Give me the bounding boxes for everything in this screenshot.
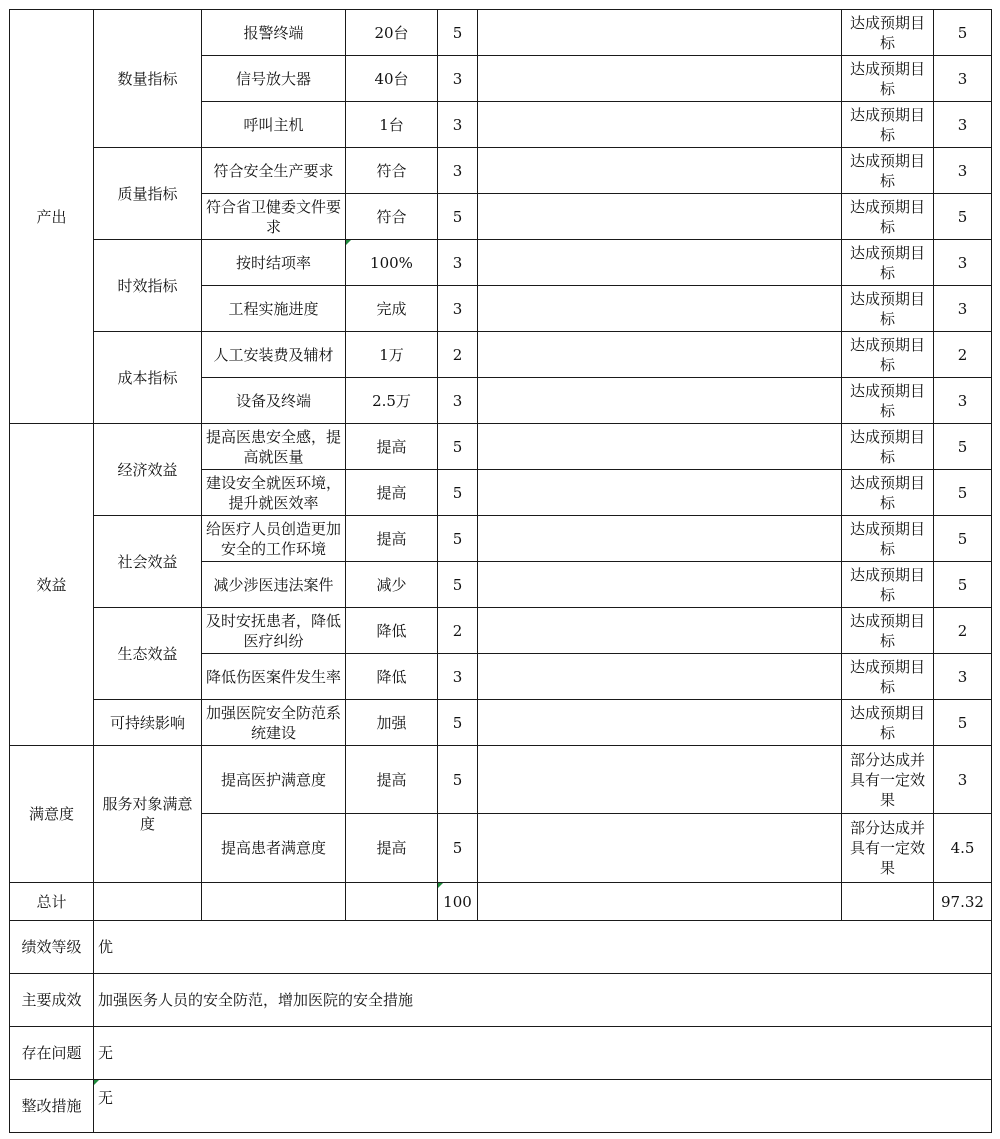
score-cell: 3: [934, 286, 992, 332]
score-cell: 5: [934, 516, 992, 562]
weight-cell: 3: [438, 654, 478, 700]
summary-value: 无: [94, 1027, 992, 1080]
summary-label: 主要成效: [10, 974, 94, 1027]
weight-cell: 5: [438, 10, 478, 56]
target-cell: 1台: [346, 102, 438, 148]
score-cell: 3: [934, 378, 992, 424]
target-cell: 20台: [346, 10, 438, 56]
indicator-cell: 加强医院安全防范系统建设: [202, 700, 346, 746]
status-cell: 达成预期目标: [842, 10, 934, 56]
score-cell: 3: [934, 654, 992, 700]
weight-cell: 3: [438, 240, 478, 286]
indicator-cell: 人工安装费及辅材: [202, 332, 346, 378]
table-row: [10, 746, 992, 814]
empty-cell: [202, 883, 346, 921]
table-row: [10, 10, 992, 56]
remark-cell: [478, 148, 842, 194]
target-cell: 加强: [346, 700, 438, 746]
score-cell: 5: [934, 562, 992, 608]
status-cell: 部分达成并具有一定效果: [842, 814, 934, 883]
total-score: 97.32: [934, 883, 992, 921]
subcategory-cell: 社会效益: [94, 516, 202, 608]
score-cell: 3: [934, 240, 992, 286]
target-cell: 提高: [346, 470, 438, 516]
status-cell: 达成预期目标: [842, 470, 934, 516]
score-cell: 5: [934, 10, 992, 56]
empty-cell: [94, 883, 202, 921]
status-cell: 达成预期目标: [842, 700, 934, 746]
remark-cell: [478, 516, 842, 562]
summary-row: [10, 1080, 992, 1133]
total-row: [10, 883, 992, 921]
remark-cell: [478, 700, 842, 746]
status-cell: 达成预期目标: [842, 148, 934, 194]
table-row: [10, 332, 992, 378]
score-cell: 3: [934, 56, 992, 102]
table-row: [10, 516, 992, 562]
summary-value: 优: [94, 921, 992, 974]
target-cell: 提高: [346, 424, 438, 470]
target-cell: 减少: [346, 562, 438, 608]
score-cell: 2: [934, 332, 992, 378]
empty-cell: [346, 883, 438, 921]
summary-row: [10, 921, 992, 974]
status-cell: 达成预期目标: [842, 286, 934, 332]
total-label: 总计: [10, 883, 94, 921]
score-cell: 2: [934, 608, 992, 654]
category-cell: 效益: [10, 424, 94, 746]
weight-cell: 5: [438, 194, 478, 240]
category-cell: 产出: [10, 10, 94, 424]
indicator-cell: 信号放大器: [202, 56, 346, 102]
table-row: [10, 608, 992, 654]
remark-cell: [478, 746, 842, 814]
weight-cell: 5: [438, 516, 478, 562]
category-cell: 满意度: [10, 746, 94, 883]
status-cell: 达成预期目标: [842, 194, 934, 240]
indicator-cell: 符合安全生产要求: [202, 148, 346, 194]
summary-value: 加强医务人员的安全防范，增加医院的安全措施: [94, 974, 992, 1027]
summary-label: 绩效等级: [10, 921, 94, 974]
remark-cell: [478, 470, 842, 516]
score-cell: 3: [934, 102, 992, 148]
weight-cell: 2: [438, 608, 478, 654]
table-row: [10, 148, 992, 194]
status-cell: 达成预期目标: [842, 654, 934, 700]
weight-cell: 3: [438, 378, 478, 424]
target-cell: 提高: [346, 516, 438, 562]
summary-row: [10, 1027, 992, 1080]
indicator-cell: 符合省卫健委文件要求: [202, 194, 346, 240]
score-cell: 5: [934, 424, 992, 470]
remark-cell: [478, 654, 842, 700]
indicator-cell: 设备及终端: [202, 378, 346, 424]
indicator-cell: 提高医患安全感，提高就医量: [202, 424, 346, 470]
status-cell: 达成预期目标: [842, 424, 934, 470]
target-cell: 1万: [346, 332, 438, 378]
target-cell: 符合: [346, 194, 438, 240]
remark-cell: [478, 562, 842, 608]
weight-cell: 2: [438, 332, 478, 378]
weight-cell: 3: [438, 148, 478, 194]
remark-cell: [478, 194, 842, 240]
indicator-cell: 给医疗人员创造更加安全的工作环境: [202, 516, 346, 562]
target-cell: 完成: [346, 286, 438, 332]
indicator-cell: 建设安全就医环境，提升就医效率: [202, 470, 346, 516]
score-cell: 3: [934, 746, 992, 814]
status-cell: 达成预期目标: [842, 240, 934, 286]
subcategory-cell: 经济效益: [94, 424, 202, 516]
weight-cell: 3: [438, 102, 478, 148]
target-cell: 降低: [346, 654, 438, 700]
target-cell: 2.5万: [346, 378, 438, 424]
remark-cell: [478, 378, 842, 424]
subcategory-cell: 数量指标: [94, 10, 202, 148]
status-cell: 达成预期目标: [842, 608, 934, 654]
summary-value: 无: [94, 1080, 992, 1133]
subcategory-cell: 时效指标: [94, 240, 202, 332]
table-row: [10, 700, 992, 746]
target-cell: 提高: [346, 814, 438, 883]
indicator-cell: 提高医护满意度: [202, 746, 346, 814]
subcategory-cell: 生态效益: [94, 608, 202, 700]
status-cell: 达成预期目标: [842, 102, 934, 148]
target-cell: 符合: [346, 148, 438, 194]
summary-row: [10, 974, 992, 1027]
subcategory-cell: 服务对象满意度: [94, 746, 202, 883]
remark-cell: [478, 332, 842, 378]
indicator-cell: 降低伤医案件发生率: [202, 654, 346, 700]
remark-cell: [478, 56, 842, 102]
indicator-cell: 报警终端: [202, 10, 346, 56]
indicator-cell: 按时结项率: [202, 240, 346, 286]
weight-cell: 5: [438, 470, 478, 516]
status-cell: 达成预期目标: [842, 56, 934, 102]
subcategory-cell: 可持续影响: [94, 700, 202, 746]
indicator-cell: 工程实施进度: [202, 286, 346, 332]
score-cell: 3: [934, 148, 992, 194]
indicator-cell: 及时安抚患者，降低医疗纠纷: [202, 608, 346, 654]
table-row: [10, 240, 992, 286]
weight-cell: 3: [438, 56, 478, 102]
remark-cell: [478, 10, 842, 56]
score-cell: 4.5: [934, 814, 992, 883]
weight-cell: 5: [438, 814, 478, 883]
target-cell: 提高: [346, 746, 438, 814]
weight-cell: 5: [438, 700, 478, 746]
summary-label: 整改措施: [10, 1080, 94, 1133]
score-cell: 5: [934, 194, 992, 240]
subcategory-cell: 成本指标: [94, 332, 202, 424]
remark-cell: [478, 102, 842, 148]
summary-label: 存在问题: [10, 1027, 94, 1080]
empty-cell: [478, 883, 842, 921]
status-cell: 达成预期目标: [842, 562, 934, 608]
status-cell: 达成预期目标: [842, 516, 934, 562]
status-cell: 部分达成并具有一定效果: [842, 746, 934, 814]
table-row: [10, 424, 992, 470]
status-cell: 达成预期目标: [842, 332, 934, 378]
weight-cell: 5: [438, 562, 478, 608]
weight-cell: 5: [438, 424, 478, 470]
weight-cell: 5: [438, 746, 478, 814]
remark-cell: [478, 286, 842, 332]
subcategory-cell: 质量指标: [94, 148, 202, 240]
indicator-cell: 呼叫主机: [202, 102, 346, 148]
target-cell: 40台: [346, 56, 438, 102]
score-cell: 5: [934, 470, 992, 516]
remark-cell: [478, 814, 842, 883]
score-cell: 5: [934, 700, 992, 746]
indicator-cell: 提高患者满意度: [202, 814, 346, 883]
target-cell: 100%: [346, 240, 438, 286]
remark-cell: [478, 608, 842, 654]
empty-cell: [842, 883, 934, 921]
remark-cell: [478, 424, 842, 470]
indicator-cell: 减少涉医违法案件: [202, 562, 346, 608]
weight-cell: 3: [438, 286, 478, 332]
target-cell: 降低: [346, 608, 438, 654]
status-cell: 达成预期目标: [842, 378, 934, 424]
total-weight: 100: [438, 883, 478, 921]
performance-table: [9, 9, 992, 1133]
remark-cell: [478, 240, 842, 286]
